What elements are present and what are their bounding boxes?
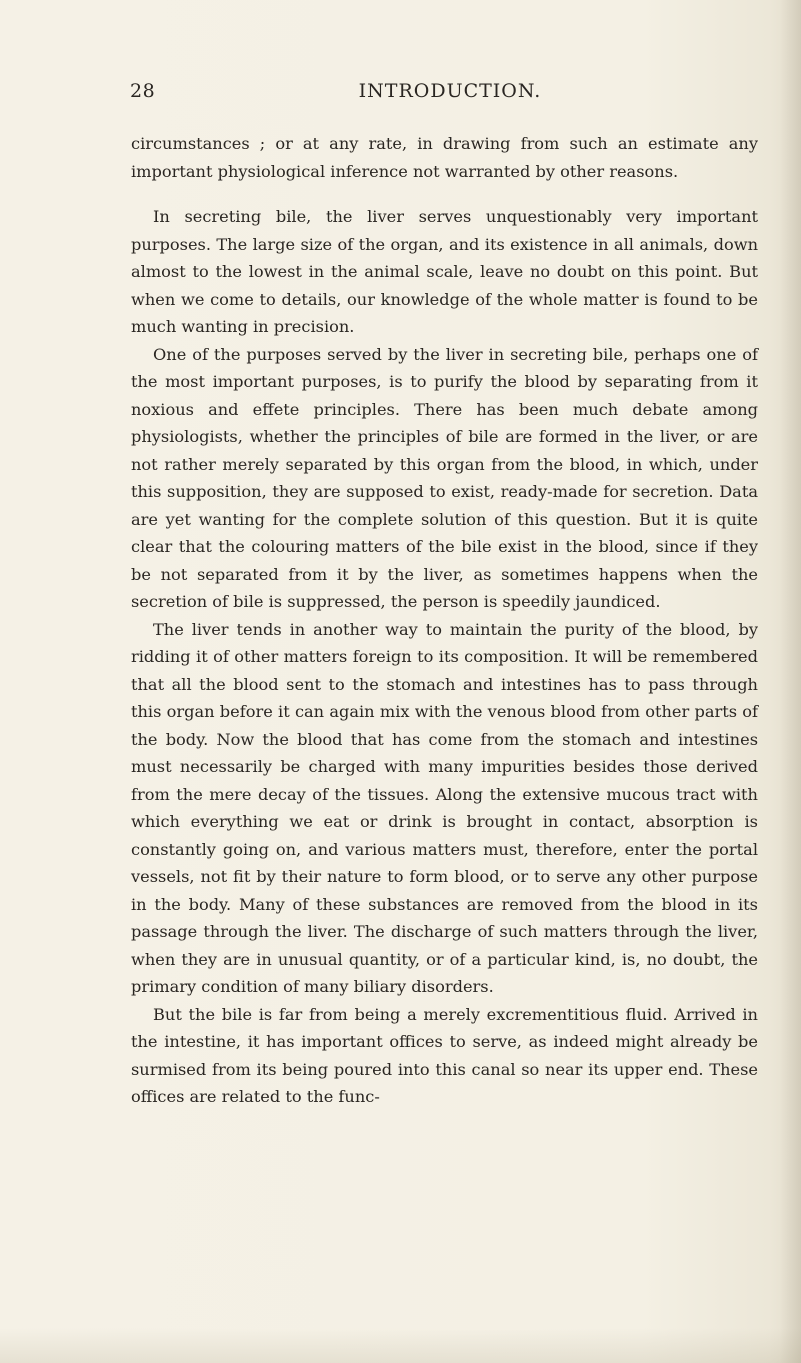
running-head: INTRODUCTION. (358, 80, 542, 102)
page-number: 28 (130, 80, 156, 102)
paragraph: But the bile is far from being a merely excrementitious fluid. Arrived in the intestine, it has important offices to serve, as indeed might already be surmised from its being poured into this canal so near its upper end. These offices are related to the func- (131, 1004, 758, 1106)
paragraph: In secreting bile, the liver serves unquestionably very important purposes. The large size of the organ, and its existence in all animals, down almost to the lowest in the animal scale, leave no doubt on this point. But when we come to details, our knowledge of the whole matter is found to be much wanting in precision. (131, 207, 758, 336)
paragraph: The liver tends in another way to maintain the purity of the blood, by ridding it of other matters foreign to its composition. It will be remembered that all the blood sent to the stomach and intestines has to pass through this organ before it can again mix with the venous blood from other parts of the body. Now the blood that has come from the stomach and intestines must necessarily be charged with many impurities besides those derived from the mere decay of the tissues. Along the extensive mucous tract with which everything we eat or drink is brought in contact, absorption is constantly going on, and various matters must, therefore, enter the portal vessels, not fit by their nature to form blood, or to serve any other purpose in the body. Many of these substances are removed from the blood in its passage through the liver. The discharge of such matters through the liver, when they are in unusual quantity, or of a particular kind, is, no doubt, the primary condition of many biliary disorders. (131, 619, 758, 996)
page-edge-shadow (780, 0, 801, 1363)
page-bottom-shade (0, 1328, 801, 1363)
page-header (130, 80, 770, 110)
paragraph: circumstances ; or at any rate, in drawing from such an estimate any important physiological inference not warranted by other reasons. (131, 134, 758, 181)
paragraph: One of the purposes served by the liver in secreting bile, perhaps one of the most important purposes, is to purify the blood by separating from it noxious and effete principles. There has been much debate among physiologists, whether the principles of bile are formed in the liver, or are not rather merely separated by this organ from the blood, in which, under this supposition, they are supposed to exist, ready-made for secretion. Data are yet wanting for the complete solution of this question. But it is quite clear that the colouring matters of the bile exist in the blood, since if they be not separated from it by the liver, as sometimes happens when the secretion of bile is suppressed, the person is speedily jaundiced. (131, 344, 758, 611)
body-text (131, 130, 758, 1111)
